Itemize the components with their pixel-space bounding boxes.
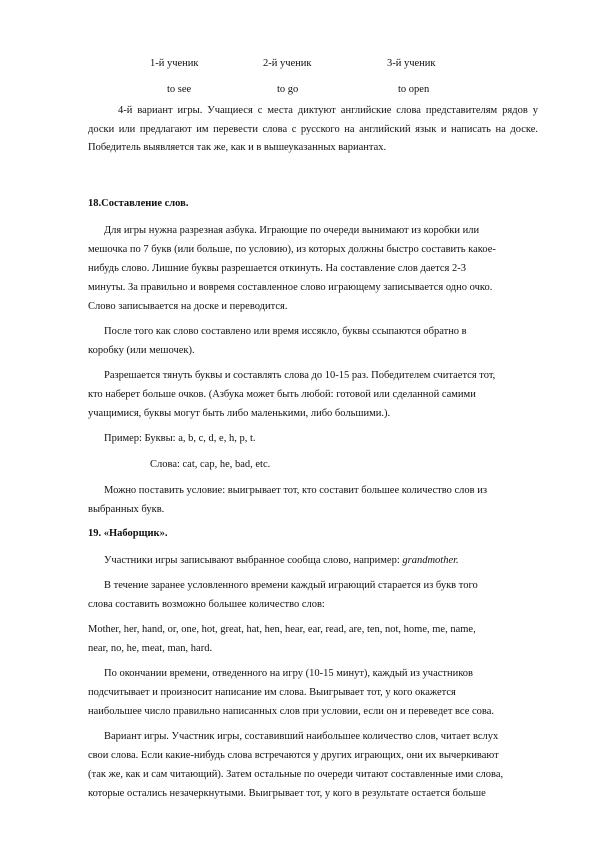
text-line: коробку (или мешочек).: [88, 345, 195, 356]
text-line: Разрешается тянуть буквы и составлять слова до 10-15 раз. Победителем считается тот,: [104, 370, 496, 381]
text-line: выбранных букв.: [88, 504, 165, 515]
section-19-paragraph-2: [88, 576, 538, 614]
section-19-body: [88, 551, 538, 803]
text-line: свои слова. Если какие-нибудь слова встречаются у других играющих, они их вычеркивают: [88, 750, 499, 761]
text-line: учащимися, буквы могут быть либо маленькими, либо большими.).: [88, 408, 391, 419]
example-letters: [88, 429, 538, 448]
text-line: Можно поставить условие: выигрывает тот, кто составит большее количество слов из: [104, 485, 487, 496]
table-cell-3: to open: [398, 84, 430, 95]
text-line: Вариант игры. Участник игры, составивший наибольшее количество слов, читает вслух: [104, 731, 499, 742]
section-19-paragraph-4: [88, 727, 538, 803]
text-line: мешочка по 7 букв (или больше, по условию), из которых должны быстро составить какое-: [88, 244, 496, 255]
section-18-body: [88, 221, 538, 519]
text-line: Для игры нужна разрезная азбука. Играющие по очереди вынимают из коробки или: [104, 225, 480, 236]
text-line: Mother, her, hand, or, one, hot, great, hat, hen, hear, ear, read, are, ten, not, home, me, name,: [88, 624, 476, 635]
section-19-paragraph-3: [88, 664, 538, 721]
text-line: Участники игры записывают выбранное сообща слово, например:: [104, 555, 403, 566]
text-line: (так же, как и сам читающий). Затем остальные по очереди читают составленные ими слова,: [88, 769, 504, 780]
section-19-heading: 19. «Наборщик».: [88, 528, 168, 539]
section-18-paragraph-1: [88, 221, 538, 316]
variant-4-paragraph: 4-й вариант игры. Учащиеся с места диктуют английские слова представителям рядов у доски или предлагают им перевести слова с русского на английский язык и написать на доске. Победитель выявляется так же, как и в вышеуказанных вариантах.: [88, 105, 538, 153]
table-header-1: 1-й ученик: [150, 58, 199, 69]
section-18-heading: 18.Составление слов.: [88, 198, 189, 209]
text-line: слова составить возможно большее количество слов:: [88, 599, 325, 610]
text-line: В течение заранее условленного времени каждый играющий старается из букв того: [104, 580, 478, 591]
section-19-paragraph-1: [88, 551, 538, 570]
text-line: подсчитывает и произносит написание им слова. Выигрывает тот, у кого окажется: [88, 687, 456, 698]
example-words: [88, 455, 538, 474]
text-line: По окончании времени, отведенного на игру (10-15 минут), каждый из участников: [104, 668, 474, 679]
text-line: После того как слово составлено или время иссякло, буквы ссыпаются обратно в: [104, 326, 467, 337]
table-header-3: 3-й ученик: [387, 58, 436, 69]
section-18-paragraph-3: [88, 366, 538, 423]
text-line: наибольшее число правильно написанных слов при условии, если он и переведет все сова.: [88, 706, 495, 717]
word-list: [88, 620, 538, 658]
table-cell-2: to go: [277, 84, 299, 95]
text-line: near, no, he, meat, man, hard.: [88, 643, 213, 654]
text-line: Пример: Буквы: a, b, c, d, e, h, p, t.: [104, 433, 256, 444]
text-line: нибудь слово. Лишние буквы разрешается откинуть. На составление слов дается 2-3: [88, 263, 467, 274]
text-line: минуты. За правильно и вовремя составленное слово играющему записывается одно очко.: [88, 282, 493, 293]
section-18-paragraph-4: [88, 481, 538, 519]
table-cell-1: to see: [167, 84, 192, 95]
table-header-2: 2-й ученик: [263, 58, 312, 69]
section-18-paragraph-2: [88, 322, 538, 360]
text-line: кто наберет больше очков. (Азбука может быть любой: готовой или сделанной самими: [88, 389, 476, 400]
example-word: grandmother.: [402, 555, 459, 566]
text-line: которые остались незачеркнутыми. Выигрывает тот, у кого в результате остается больше: [88, 788, 486, 799]
text-line: Слово записывается на доске и переводится.: [88, 301, 288, 312]
text-line: Слова: cat, cap, he, bad, etc.: [150, 459, 271, 470]
